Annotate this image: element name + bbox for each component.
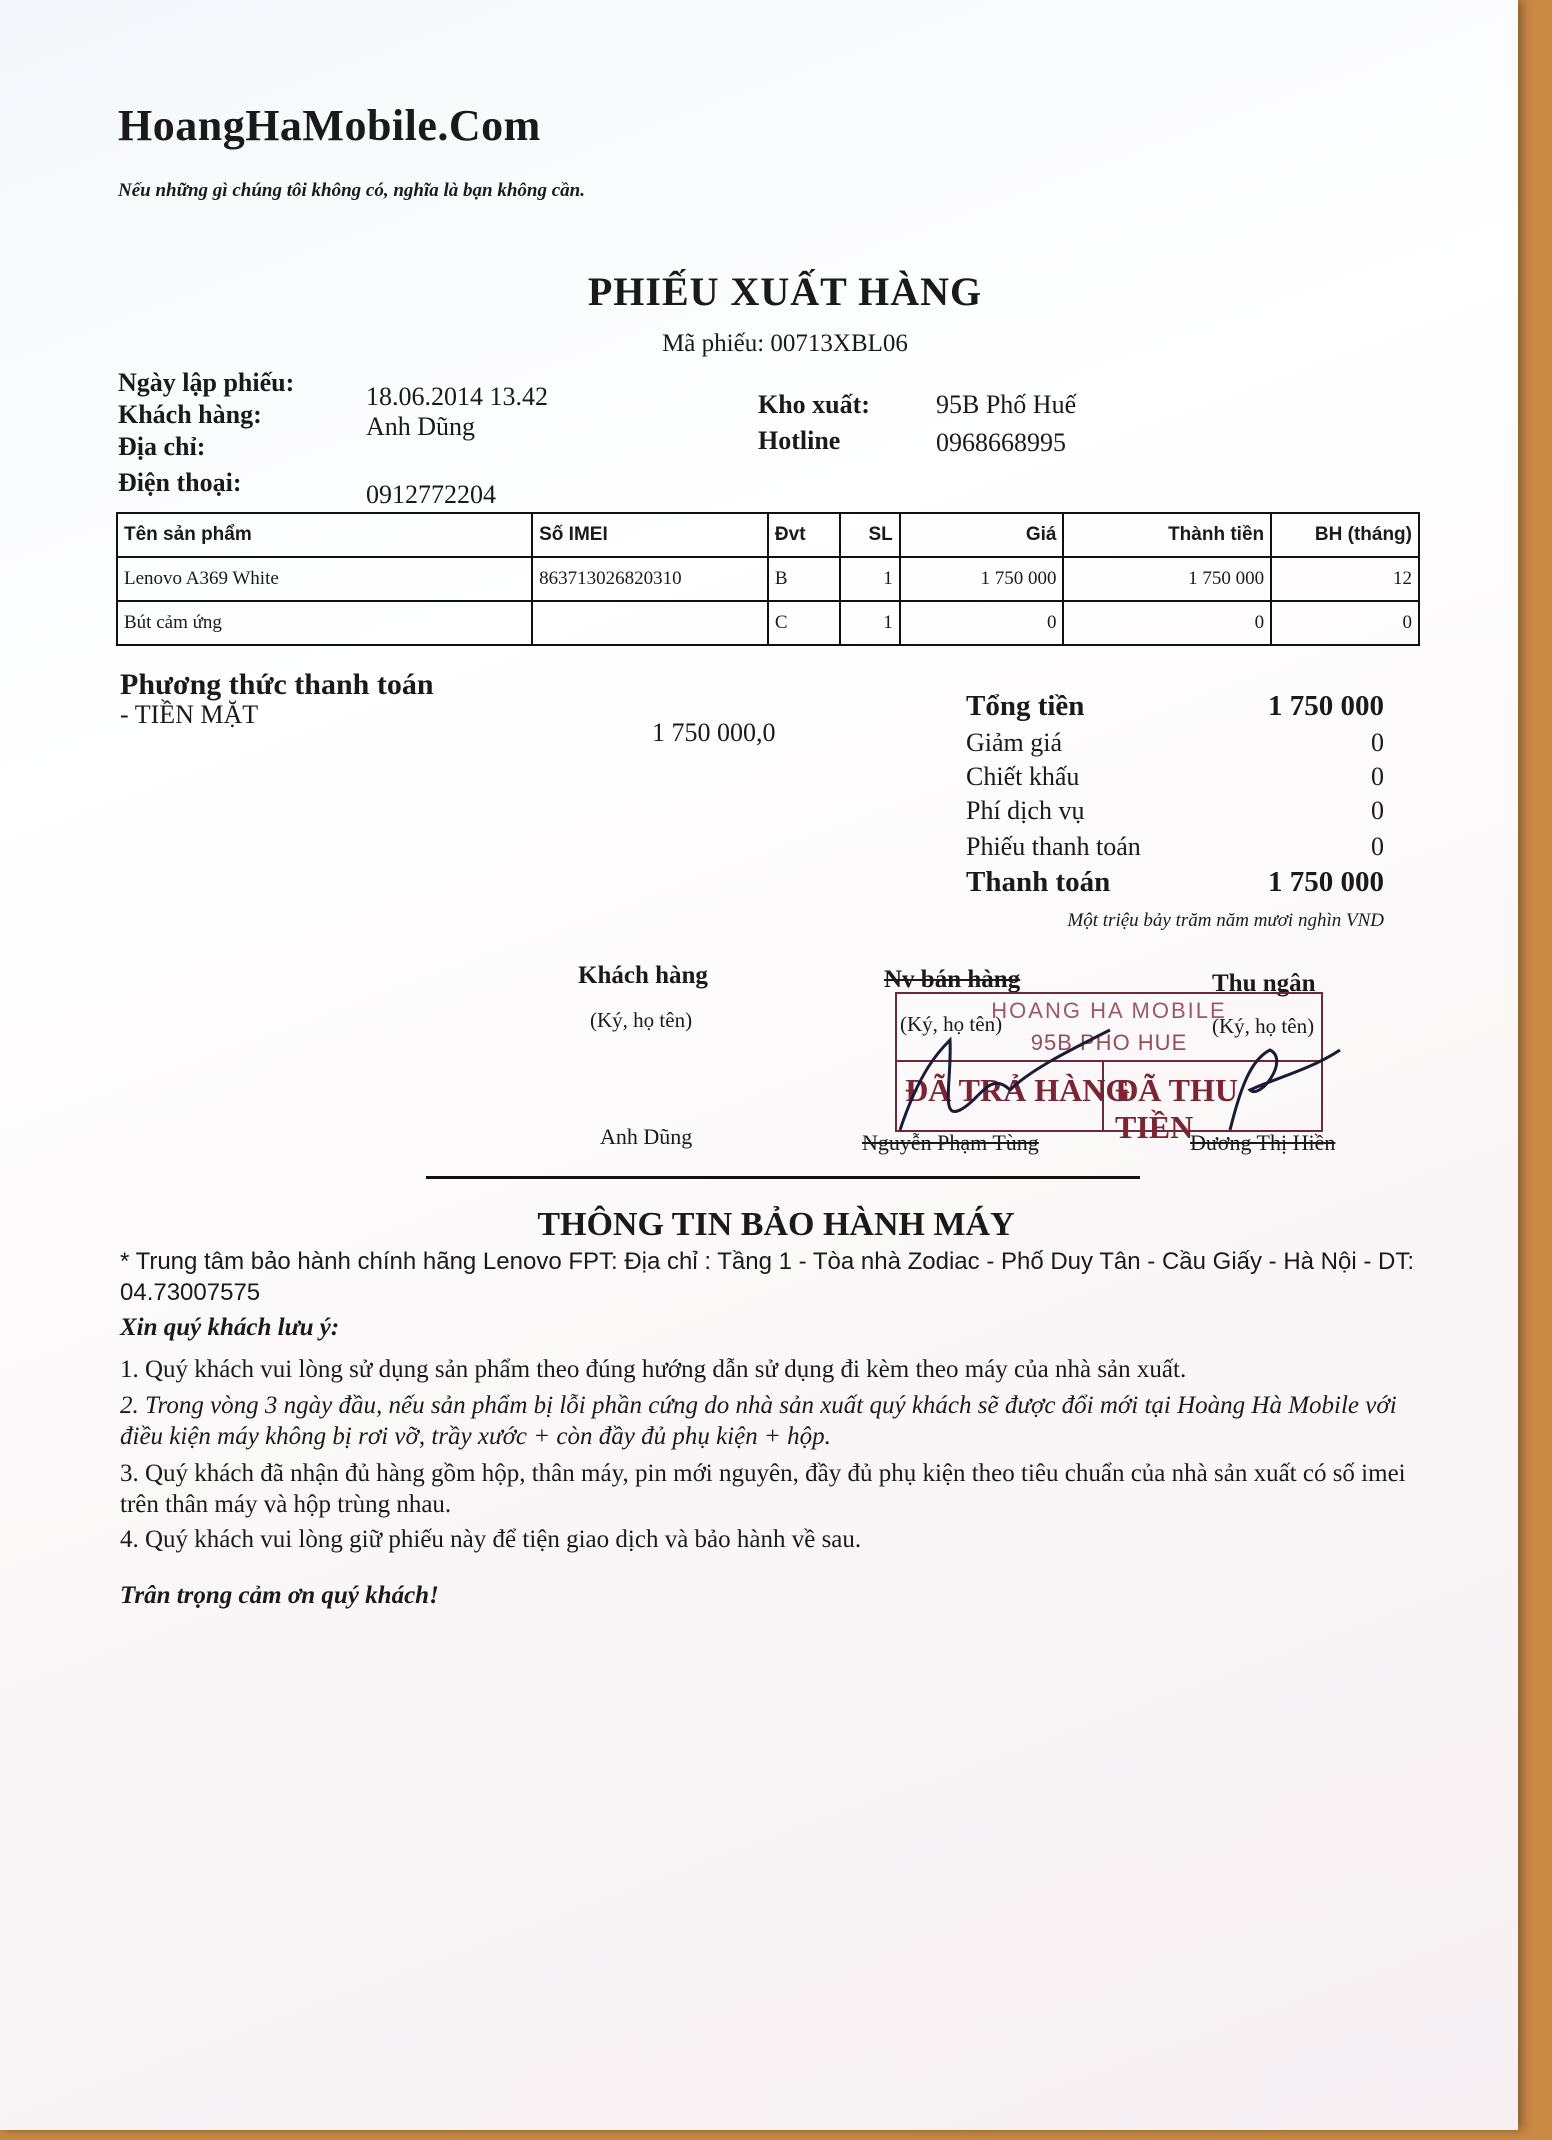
stamp-paid: ĐÃ THU TIỀN <box>1115 1072 1238 1145</box>
cell-warranty: 12 <box>1271 557 1419 601</box>
service-fee-label: Phí dịch vụ <box>966 796 1085 825</box>
amount-in-words: Một triệu bảy trăm năm mươi nghìn VND <box>1067 910 1384 931</box>
cell-warranty: 0 <box>1271 601 1419 645</box>
col-header-qty: SL <box>840 513 900 557</box>
total-label: Tổng tiền <box>966 690 1085 722</box>
cashier-sign-name: Dương Thị Hiền <box>1190 1130 1336 1155</box>
seller-sign-title: Nv bán hàng <box>884 966 1021 993</box>
service-fee-value: 0 <box>1371 796 1384 825</box>
table-row <box>117 601 1419 645</box>
total-value: 1 750 000 <box>1268 690 1384 722</box>
customer-label: Khách hàng: <box>118 400 262 429</box>
thanks-line: Trân trọng cảm ơn quý khách! <box>120 1582 439 1609</box>
voucher-value: 0 <box>1371 832 1384 861</box>
note-heading: Xin quý khách lưu ý: <box>120 1314 340 1341</box>
cell-unit: C <box>768 601 840 645</box>
stamp-delivered: ĐÃ TRẢ HÀNG <box>905 1072 1131 1108</box>
table-header-row <box>117 513 1419 557</box>
warehouse-label: Kho xuất: <box>758 390 870 419</box>
table-row <box>117 557 1419 601</box>
date-value: 18.06.2014 13.42 <box>366 382 548 411</box>
discount-value: 0 <box>1371 728 1384 757</box>
cell-unit: B <box>768 557 840 601</box>
deduction-label: Chiết khấu <box>966 762 1080 791</box>
warehouse-value: 95B Phố Huế <box>936 390 1077 419</box>
payment-method: - TIỀN MẶT <box>120 700 259 729</box>
deduction-value: 0 <box>1371 762 1384 791</box>
cell-total: 0 <box>1063 601 1271 645</box>
voucher-label: Phiếu thanh toán <box>966 832 1141 861</box>
customer-sign-name: Anh Dũng <box>600 1124 693 1149</box>
phone-label: Điện thoại: <box>118 468 242 497</box>
discount-label: Giảm giá <box>966 728 1063 757</box>
ticket-number: Mã phiếu: 00713XBL06 <box>662 330 908 357</box>
col-header-total: Thành tiền <box>1063 513 1271 557</box>
section-divider <box>426 1176 1140 1179</box>
cell-name: Lenovo A369 White <box>117 557 532 601</box>
items-table <box>116 512 1420 646</box>
seller-sign-sub: (Ký, họ tên) <box>900 1012 1003 1036</box>
payment-amount: 1 750 000,0 <box>652 718 776 747</box>
brand-slogan: Nếu những gì chúng tôi không có, nghĩa là bạn không cần. <box>118 180 585 201</box>
customer-sign-sub: (Ký, họ tên) <box>590 1008 693 1032</box>
payment-heading: Phương thức thanh toán <box>120 668 434 701</box>
col-header-name: Tên sản phẩm <box>117 513 532 557</box>
note-2: 2. Trong vòng 3 ngày đầu, nếu sản phẩm bị lỗi phần cứng do nhà sản xuất quý khách sẽ được đổi mới tại Hoàng Hà Mobile với điều kiện máy không bị rơi vỡ, trầy xước + còn đầy đủ phụ kiện + hộp. <box>120 1392 1397 1450</box>
cashier-signature-icon <box>1190 1030 1350 1140</box>
col-header-imei: Số IMEI <box>532 513 768 557</box>
stamp-line2: 95B PHO HUE <box>1030 1030 1188 1055</box>
note-3: 3. Quý khách đã nhận đủ hàng gồm hộp, thân máy, pin mới nguyên, đầy đủ phụ kiện theo tiêu chuẩn của nhà sản xuất có số imei trên thân máy và hộp trùng nhau. <box>120 1460 1406 1518</box>
pay-label: Thanh toán <box>966 866 1111 898</box>
cell-qty: 1 <box>840 557 900 601</box>
col-header-unit: Đvt <box>768 513 840 557</box>
warranty-title: THÔNG TIN BẢO HÀNH MÁY <box>537 1206 1015 1243</box>
cell-imei: 863713026820310 <box>532 557 768 601</box>
customer-value: Anh Dũng <box>366 412 476 441</box>
cashier-sign-sub: (Ký, họ tên) <box>1212 1014 1315 1038</box>
cell-name: Bút cảm ứng <box>117 601 532 645</box>
seller-signature-icon <box>880 1010 1140 1150</box>
hotline-label: Hotline <box>758 426 841 455</box>
col-header-warranty: BH (tháng) <box>1271 513 1419 557</box>
document-title: PHIẾU XUẤT HÀNG <box>587 269 983 314</box>
note-1: 1. Quý khách vui lòng sử dụng sản phẩm theo đúng hướng dẫn sử dụng đi kèm theo máy của nhà sản xuất. <box>120 1356 1187 1383</box>
pay-value: 1 750 000 <box>1268 866 1384 898</box>
note-4: 4. Quý khách vui lòng giữ phiếu này để tiện giao dịch và bảo hành về sau. <box>120 1526 862 1553</box>
cell-price: 1 750 000 <box>900 557 1064 601</box>
brand-logo-text: HoangHaMobile.Com <box>118 101 541 150</box>
col-header-price: Giá <box>900 513 1064 557</box>
cashier-sign-title: Thu ngân <box>1212 970 1316 997</box>
cell-total: 1 750 000 <box>1063 557 1271 601</box>
cell-price: 0 <box>900 601 1064 645</box>
cell-qty: 1 <box>840 601 900 645</box>
hotline-value: 0968668995 <box>936 428 1066 457</box>
phone-value: 0912772204 <box>366 480 496 509</box>
date-label: Ngày lập phiếu: <box>118 368 295 397</box>
address-label: Địa chỉ: <box>118 432 206 461</box>
cell-imei <box>532 601 768 645</box>
warranty-center: * Trung tâm bảo hành chính hãng Lenovo FPT: Địa chỉ : Tầng 1 - Tòa nhà Zodiac - Phố Duy Tân - Cầu Giấy - Hà Nội - DT: 04.73007575 <box>120 1248 1415 1306</box>
seller-sign-name: Nguyễn Phạm Tùng <box>862 1130 1039 1155</box>
stamp-line1: HOANG HA MOBILE <box>991 998 1227 1023</box>
customer-sign-title: Khách hàng <box>578 962 708 989</box>
